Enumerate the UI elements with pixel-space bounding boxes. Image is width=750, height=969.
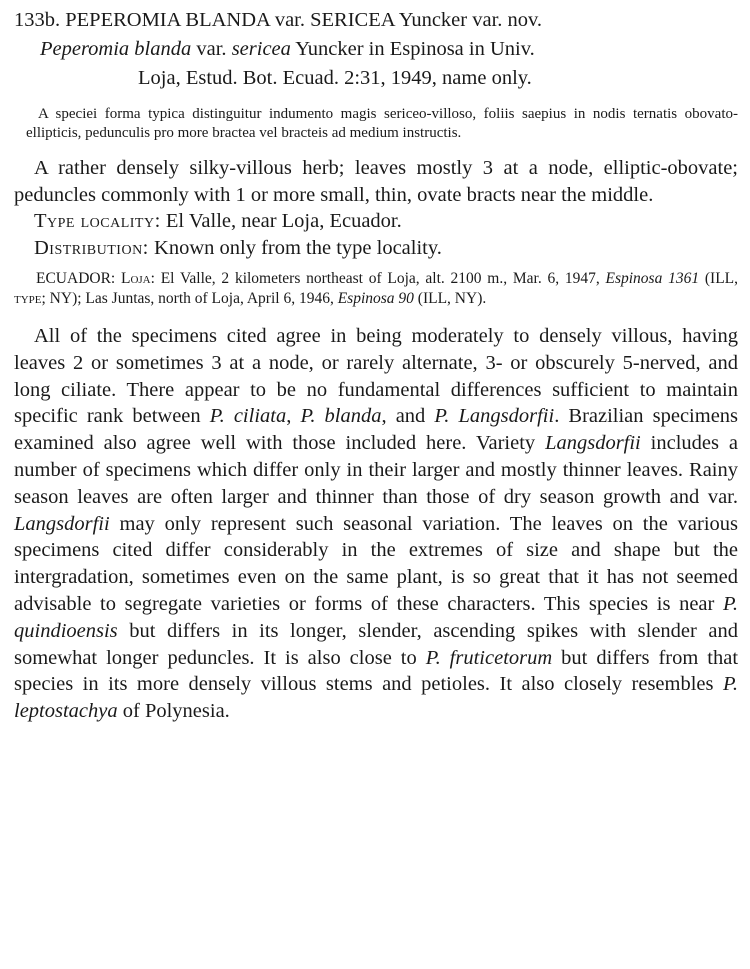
- heading-publication-line: Loja, Estud. Bot. Ecuad. 2:31, 1949, name only.: [138, 67, 532, 89]
- heading-var-text: var.: [191, 38, 232, 60]
- discussion-text: of Polynesia.: [117, 700, 230, 723]
- heading-title-line: 133b. PEPEROMIA BLANDA var. SERICEA Yuncker var. nov.: [14, 9, 543, 31]
- type-locality-value: El Valle, near Loja, Ecuador.: [160, 210, 402, 232]
- discussion-text: but differs in its longer, slender, ascending spikes with slender and somewhat longer peduncles. It is also close to: [14, 619, 738, 669]
- specimens-text-2: (ILL,: [699, 270, 739, 287]
- discussion-text: may only represent such seasonal variation. The leaves on the various specimens cited differ considerably in the extremes of size and shape but the intergradation, sometimes even on the same plant, is so great that it has not seemed advisable to segregate varieties or forms of these characters. This species is near: [14, 512, 738, 615]
- specimens-collector-1: Espinosa 1361: [605, 270, 700, 287]
- distribution-value: Known only from the type locality.: [148, 236, 442, 259]
- species-name: P. quindioensis: [14, 592, 738, 642]
- species-name: P. blanda: [300, 405, 382, 428]
- discussion-paragraph: [14, 323, 738, 725]
- specimens-collector-2: Espinosa 90: [337, 289, 414, 307]
- specimens-type-word: type: [14, 289, 42, 307]
- specimens-country: ECUADOR:: [36, 270, 116, 287]
- species-name: P. Langsdorfii: [434, 405, 555, 428]
- type-locality-label: Type locality:: [34, 210, 161, 232]
- discussion-text: , and: [381, 405, 435, 428]
- specimens-text-1: El Valle, 2 kilometers northeast of Loja, alt. 2100 m., Mar. 6, 1947,: [154, 270, 606, 287]
- distribution-label: Distribution:: [34, 236, 149, 259]
- specimens-text-4: (ILL, NY).: [413, 289, 487, 307]
- discussion-text: . Brazilian specimens examined also agree well with those included here. Variety: [14, 405, 739, 455]
- species-heading: [14, 0, 738, 93]
- species-name: Langsdorfii: [14, 512, 110, 535]
- specimens-cited: [14, 269, 738, 308]
- description-paragraph: A rather densely silky-villous herb; leaves mostly 3 at a node, elliptic-obovate; peduncles commonly with 1 or more small, thin, ovate bracts near the middle.: [14, 157, 738, 206]
- heading-citation-line: [40, 35, 738, 64]
- discussion-text: ,: [286, 405, 301, 428]
- specimens-province: Loja:: [115, 270, 155, 287]
- species-name: P. leptostachya: [14, 673, 738, 723]
- latin-diagnosis: A speciei forma typica distinguitur indumento magis sericeo-villoso, foliis saepius in nodis ternatis obovato-ellipticis, pedunculis pro more bractea vel bracteis ad medium instructis.: [26, 106, 738, 141]
- specimens-text-3: ; NY); Las Juntas, north of Loja, April 6, 1946,: [41, 289, 338, 307]
- species-name: P. ciliata: [209, 405, 287, 428]
- heading-binomial: Peperomia blanda: [40, 38, 192, 60]
- type-locality: [14, 208, 738, 235]
- discussion-text: but differs from that species in its more densely villous stems and petioles. It also closely resembles: [14, 646, 739, 696]
- heading-variety: sericea: [231, 38, 291, 60]
- species-name: P. fruticetorum: [425, 646, 553, 669]
- discussion-text: All of the specimens cited agree in being moderately to densely villous, having leaves 2 or sometimes 3 at a node, or rarely alternate, 3- or obscurely 5-nerved, and long ciliate. There appear to be no fundamental differences sufficient to maintain specific rank between: [14, 325, 738, 428]
- heading-citation-text: Yuncker in Espinosa in Univ.: [290, 38, 535, 60]
- distribution: [14, 235, 738, 262]
- discussion-text: includes a number of specimens which differ only in their larger and mostly thinner leaves. Rainy season leaves are often larger and thinner than those of dry season growth and var.: [14, 432, 738, 508]
- species-name: Langsdorfii: [545, 432, 641, 455]
